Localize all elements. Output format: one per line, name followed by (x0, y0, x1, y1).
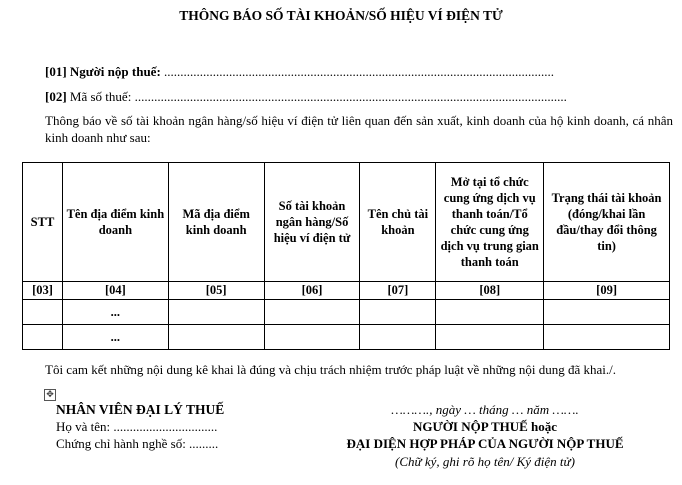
table-cell (23, 325, 63, 350)
table-cell (168, 325, 264, 350)
code-cell: [04] (62, 282, 168, 300)
intro-paragraph: Thông báo về số tài khoản ngân hàng/số hiệu ví điện tử liên quan đến sản xuất, kinh doanh của hộ kinh doanh, cá nhân kinh doanh như sau: (45, 113, 673, 145)
signer-title-2: ĐẠI DIỆN HỢP PHÁP CỦA NGƯỜI NỘP THUẾ (346, 436, 624, 451)
signer-title-1: NGƯỜI NỘP THUẾ hoặc (412, 419, 558, 434)
code-cell: [05] (168, 282, 264, 300)
taxpayer-line (45, 64, 554, 80)
header-stt: STT (23, 163, 63, 282)
table-cell (264, 325, 360, 350)
header-status: Trạng thái tài khoản (đóng/khai lần đầu/thay đổi thông tin) (544, 163, 670, 282)
header-provider: Mở tại tổ chức cung ứng dịch vụ thanh toán/Tổ chức cung ứng dịch vụ trung gian thanh toán (436, 163, 544, 282)
table-cell (544, 325, 670, 350)
table-cell (436, 300, 544, 325)
table-cell: ... (62, 325, 168, 350)
code-cell: [08] (436, 282, 544, 300)
account-table (22, 162, 670, 350)
tax-id-label: Mã số thuế: (69, 89, 132, 104)
agent-cert-line: Chứng chỉ hành nghề số: ......... (56, 436, 219, 451)
table-row (23, 300, 670, 325)
code-cell: [06] (264, 282, 360, 300)
table-cell (23, 300, 63, 325)
commitment-paragraph: Tôi cam kết những nội dung kê khai là đúng và chịu trách nhiệm trước pháp luật về những nội dung đã khai./. (45, 362, 616, 377)
header-account-number: Số tài khoản ngân hàng/Số hiệu ví điện tử (264, 163, 360, 282)
document-title: THÔNG BÁO SỐ TÀI KHOẢN/SỐ HIỆU VÍ ĐIỆN TỬ (179, 8, 503, 23)
taxpayer-label: Người nộp thuế: (69, 64, 161, 79)
tax-id-dots: ..................................................................................................................................... (134, 89, 567, 104)
table-cell (168, 300, 264, 325)
move-icon[interactable]: ✥ (44, 389, 56, 401)
table-code-row (23, 282, 670, 300)
agent-name-line: Họ và tên: ................................ (56, 419, 218, 434)
table-cell (436, 325, 544, 350)
header-account-holder: Tên chủ tài khoản (360, 163, 436, 282)
tax-id-code: [02] (45, 89, 67, 104)
code-cell: [07] (360, 282, 436, 300)
table-row (23, 325, 670, 350)
table-cell (264, 300, 360, 325)
table-cell: ... (62, 300, 168, 325)
agent-title: NHÂN VIÊN ĐẠI LÝ THUẾ (56, 402, 225, 417)
taxpayer-dots: ........................................................................................................................ (164, 64, 555, 79)
taxpayer-code: [01] (45, 64, 67, 79)
signature-note: (Chữ ký, ghi rõ họ tên/ Ký điện tử) (395, 454, 575, 469)
code-cell: [03] (23, 282, 63, 300)
header-location-name: Tên địa điểm kinh doanh (62, 163, 168, 282)
table-cell (360, 325, 436, 350)
header-location-code: Mã địa điểm kinh doanh (168, 163, 264, 282)
table-header-row (23, 163, 670, 282)
table-cell (544, 300, 670, 325)
table-cell (360, 300, 436, 325)
signature-date-line: ………., ngày … tháng … năm ……. (391, 402, 579, 417)
code-cell: [09] (544, 282, 670, 300)
tax-id-line (45, 89, 567, 105)
